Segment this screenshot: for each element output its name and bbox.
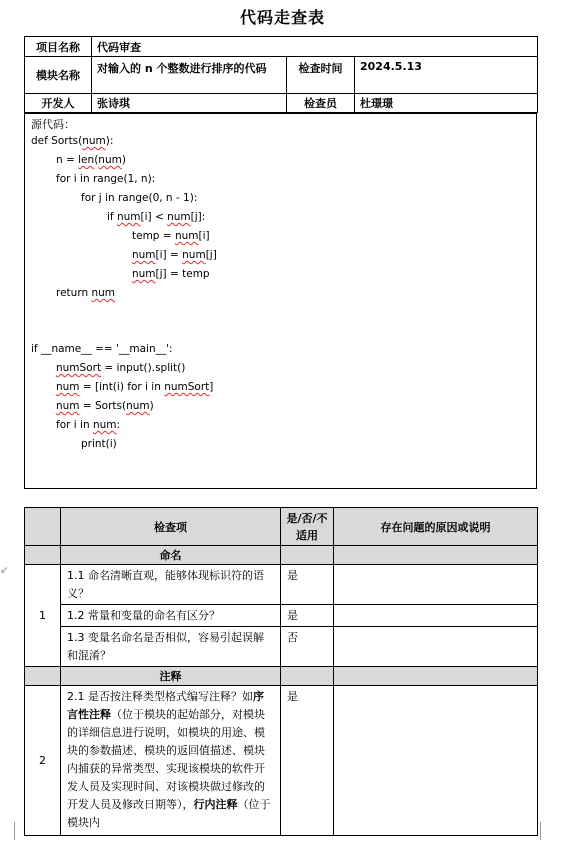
checklist-table xyxy=(24,507,538,836)
col-reason-header: 存在问题的原因或说明 xyxy=(334,508,538,546)
answer-1-1: 是 xyxy=(281,565,334,605)
margin-marker-icon: ↙ xyxy=(0,565,9,576)
answer-2-1: 是 xyxy=(281,686,334,836)
reason-1-3[interactable] xyxy=(334,627,538,667)
code-line: if num[i] < num[j]: xyxy=(107,211,206,223)
check-item-1-3: 1.3 变量名命名是否相似，容易引起误解和混淆？ xyxy=(61,627,281,667)
section-reason-cell xyxy=(334,667,538,686)
section-answer-cell xyxy=(281,667,334,686)
check-item-2-1 xyxy=(61,686,281,836)
code-line: for i in range(1, n): xyxy=(56,173,156,185)
document-title: 代码走查表 xyxy=(239,8,325,27)
item-emphasis: 行内注释 xyxy=(193,798,238,811)
section-naming-title: 命名 xyxy=(61,546,281,565)
code-line: print(i) xyxy=(81,438,117,450)
col-item-header: 检查项 xyxy=(61,508,281,546)
section-number: 1 xyxy=(25,565,61,667)
code-line: num = Sorts(num) xyxy=(56,400,154,412)
reason-2-1[interactable] xyxy=(334,686,538,836)
module-name-label: 模块名称 xyxy=(25,57,92,94)
answer-1-3: 否 xyxy=(281,627,334,667)
code-line: if __name__ == '__main__': xyxy=(31,343,173,355)
check-item-1-2: 1.2 常量和变量的命名有区分？ xyxy=(61,605,281,627)
code-line: temp = num[i] xyxy=(132,230,210,242)
item-text: 2.1 是否按注释类型格式编写注释？如 xyxy=(67,690,253,703)
section-answer-cell xyxy=(281,546,334,565)
section-index-cell xyxy=(25,546,61,565)
code-line: for j in range(0, n - 1): xyxy=(81,192,198,204)
code-line: num[i] = num[j] xyxy=(132,249,217,261)
code-line: num[j] = temp xyxy=(132,268,210,280)
answer-1-2: 是 xyxy=(281,605,334,627)
section-comments-title: 注释 xyxy=(61,667,281,686)
info-table xyxy=(24,36,538,113)
inspector-label: 检查员 xyxy=(287,94,355,113)
code-line: return num xyxy=(56,287,115,299)
developer-label: 开发人 xyxy=(25,94,92,113)
section-reason-cell xyxy=(334,546,538,565)
col-index-header xyxy=(25,508,61,546)
code-line: numSort = input().split() xyxy=(56,362,186,374)
reason-1-2[interactable] xyxy=(334,605,538,627)
check-item-1-1: 1.1 命名清晰直观，能够体现标识符的语义？ xyxy=(61,565,281,605)
code-line: n = len(num) xyxy=(56,154,126,166)
page-corner-mark xyxy=(540,822,555,840)
source-code-heading: 源代码： xyxy=(31,118,75,131)
inspector-value: 杜璟璟 xyxy=(355,94,538,113)
item-emphasis: 序言性注释 xyxy=(67,690,264,721)
check-time-value: 2024.5.13 xyxy=(355,57,538,94)
col-answer-header: 是/否/不适用 xyxy=(281,508,334,546)
module-name-value: 对输入的 n 个整数进行排序的代码 xyxy=(92,57,287,94)
reason-1-1[interactable] xyxy=(334,565,538,605)
code-line: def Sorts(num): xyxy=(31,135,114,147)
section-number: 2 xyxy=(25,686,61,836)
code-line: num = [int(i) for i in numSort] xyxy=(56,381,214,393)
project-name-label: 项目名称 xyxy=(25,37,92,57)
project-name-value: 代码审查 xyxy=(92,37,538,57)
check-time-label: 检查时间 xyxy=(287,57,355,94)
source-code-box xyxy=(24,113,537,489)
item-text: （位于模块的起始部分，对模块的详细信息进行说明，如模块的用途、模块的参数描述、模块的返回值描述、模块内捕获的异常类型、实现该模块的软件开发人员及实现时间、对该模块做过修改的开发人员及修改日期等）， xyxy=(67,708,265,811)
page-corner-mark xyxy=(0,822,15,840)
section-index-cell xyxy=(25,667,61,686)
code-line: for i in num: xyxy=(56,419,121,431)
item-text: （位于模块内 xyxy=(67,798,271,829)
developer-value: 张诗琪 xyxy=(92,94,287,113)
